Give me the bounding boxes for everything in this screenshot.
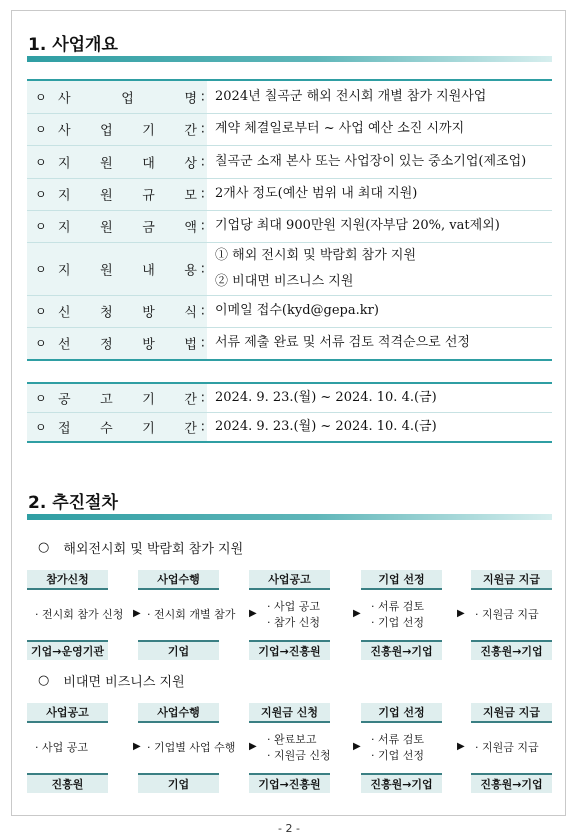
flow-actor-box: 기업	[138, 640, 219, 660]
info-row	[27, 412, 552, 442]
arrow-right-icon: ▶	[133, 741, 141, 752]
info-label-text	[58, 217, 197, 236]
flow-actor-row	[27, 640, 552, 660]
flow-stage-box: 참가신청	[27, 570, 108, 590]
info-label	[27, 80, 207, 113]
flow-step-line: · 사업 공고	[267, 600, 320, 613]
section-2-title: 2. 추진절차	[28, 493, 118, 513]
overview-table	[27, 79, 552, 361]
info-value	[207, 145, 552, 178]
info-label-char: 지	[58, 220, 71, 236]
bullet-icon: ㅇ	[35, 122, 47, 137]
info-value	[207, 327, 552, 360]
flow-heading	[38, 538, 243, 557]
info-value	[207, 412, 552, 442]
info-label-char: 기	[142, 421, 155, 437]
info-label-char: 공	[58, 392, 71, 408]
flow-actor-row	[27, 773, 552, 793]
label-colon: :	[200, 390, 205, 406]
info-label-char: 선	[58, 337, 71, 353]
bullet-icon: ㅇ	[35, 262, 47, 276]
info-label	[27, 210, 207, 242]
flow-stage-row	[27, 570, 552, 590]
info-row	[27, 242, 552, 295]
info-value	[207, 210, 552, 242]
info-label-char: 사	[58, 123, 71, 139]
info-label-char: 사	[58, 91, 71, 107]
arrow-right-icon: ▶	[353, 608, 361, 619]
info-value-line: ② 비대면 비즈니스 지원	[215, 273, 354, 289]
info-label-text	[58, 87, 197, 106]
bullet-icon: ㅇ	[35, 187, 47, 202]
info-label-char: 모	[184, 188, 197, 204]
info-label-char: 법	[184, 337, 197, 353]
info-label-char: 지	[58, 156, 71, 171]
info-value	[207, 178, 552, 210]
info-label-text	[58, 185, 197, 204]
info-row	[27, 210, 552, 242]
info-label	[27, 178, 207, 210]
flow-step-line: · 기업 선정	[371, 616, 424, 629]
arrow-right-icon: ▶	[457, 608, 465, 619]
label-colon: :	[200, 186, 205, 202]
info-label	[27, 412, 207, 442]
flow-step	[475, 594, 578, 636]
flow-step-line: · 서류 검토	[371, 600, 424, 613]
flow-stage-box: 지원금 지급	[471, 703, 552, 723]
info-row	[27, 178, 552, 210]
flow-step	[147, 727, 257, 769]
info-row	[27, 80, 552, 113]
flow-stage-box: 지원금 지급	[471, 570, 552, 590]
period-table	[27, 382, 552, 443]
bullet-icon: ㅇ	[35, 304, 47, 319]
flow-actor-box: 기업→운영기관	[27, 640, 108, 660]
arrow-right-icon: ▶	[457, 741, 465, 752]
label-colon: :	[200, 335, 205, 351]
info-label-char: 업	[100, 123, 113, 139]
flow-heading-text: 비대면 비즈니스 지원	[63, 675, 185, 690]
flow-step	[475, 727, 578, 769]
info-label-char: 수	[100, 421, 113, 437]
info-label-char: 금	[142, 220, 155, 236]
info-label-char: 지	[58, 263, 71, 278]
info-value	[207, 242, 552, 295]
info-value	[207, 113, 552, 145]
flow-step-line: · 참가 신청	[267, 616, 320, 629]
info-label-char: 원	[100, 156, 113, 171]
flow-actor-box: 기업	[138, 773, 219, 793]
info-value	[207, 80, 552, 113]
flow-stage-box: 사업수행	[138, 570, 219, 590]
info-value-line: 이메일 접수(kyd@gepa.kr)	[215, 303, 379, 318]
label-colon: :	[200, 419, 205, 435]
info-label-char: 고	[100, 392, 113, 408]
info-value	[207, 295, 552, 327]
info-value-line: 2개사 정도(예산 범위 내 최대 지원)	[215, 186, 418, 201]
label-colon: :	[200, 303, 205, 319]
flow-step	[35, 594, 145, 636]
info-label-char: 청	[100, 305, 113, 321]
info-label-char: 원	[100, 220, 113, 236]
info-label-char: 간	[184, 123, 197, 139]
flow-stage-box: 지원금 신청	[249, 703, 330, 723]
info-label-text	[58, 302, 197, 321]
arrow-right-icon: ▶	[249, 741, 257, 752]
bullet-icon: ㅇ	[35, 155, 47, 169]
flow-stage-box: 사업수행	[138, 703, 219, 723]
info-value-line: 칠곡군 소재 본사 또는 사업장이 있는 중소기업(제조업)	[215, 153, 527, 169]
info-label-char: 액	[184, 220, 197, 236]
info-value-line: ① 해외 전시회 및 박람회 참가 지원	[215, 247, 417, 263]
info-label-char: 지	[58, 188, 71, 204]
bullet-icon: ○	[38, 673, 50, 688]
flow-actor-box: 기업→진흥원	[249, 773, 330, 793]
info-label-char: 대	[142, 156, 155, 171]
info-value	[207, 383, 552, 412]
info-label-char: 업	[121, 91, 134, 107]
info-value-line: 계약 체결일로부터 ~ 사업 예산 소진 시까지	[215, 121, 465, 136]
info-row	[27, 327, 552, 360]
page-number: - 2 -	[278, 822, 300, 835]
bullet-icon: ㅇ	[35, 336, 47, 351]
label-colon: :	[200, 261, 205, 276]
info-label-char: 신	[58, 305, 71, 321]
flow-step-line: · 지원금 신청	[267, 749, 331, 762]
arrow-right-icon: ▶	[353, 741, 361, 752]
info-label-char: 간	[184, 392, 197, 408]
flow-step-line: · 완료보고	[267, 733, 317, 746]
info-label-char: 기	[142, 392, 155, 408]
info-value-line: 서류 제출 완료 및 서류 검토 적격순으로 선정	[215, 335, 470, 351]
flow-step-line: · 사업 공고	[35, 741, 88, 754]
info-label	[27, 145, 207, 178]
info-label	[27, 295, 207, 327]
info-row	[27, 383, 552, 412]
flow-actor-box: 진흥원→기업	[471, 640, 552, 660]
flow-actor-box: 진흥원→기업	[471, 773, 552, 793]
label-colon: :	[200, 89, 205, 105]
info-value-line: 기업당 최대 900만원 지원(자부담 20%, vat제외)	[215, 218, 500, 233]
info-label-text	[58, 334, 197, 353]
bullet-icon: ㅇ	[35, 90, 47, 105]
info-label-char: 정	[100, 337, 113, 353]
info-row	[27, 113, 552, 145]
info-label-text	[58, 388, 197, 407]
flow-step-line: · 전시회 개별 참가	[147, 608, 236, 621]
info-label-char: 식	[184, 305, 197, 321]
info-label-char: 명	[184, 91, 197, 107]
info-value-line: 2024. 9. 23.(월) ~ 2024. 10. 4.(금)	[215, 389, 437, 405]
bullet-icon: ㅇ	[35, 219, 47, 234]
label-colon: :	[200, 121, 205, 137]
flow-step-line: · 서류 검토	[371, 733, 424, 746]
arrow-right-icon: ▶	[249, 608, 257, 619]
info-label-char: 방	[142, 305, 155, 321]
info-label	[27, 327, 207, 360]
flow-actor-box: 진흥원	[27, 773, 108, 793]
flow-stage-box: 기업 선정	[361, 703, 442, 723]
info-label-text	[58, 120, 197, 139]
flow-heading-text: 해외전시회 및 박람회 참가 지원	[63, 542, 244, 557]
info-label	[27, 242, 207, 295]
flow-step-line: · 지원금 지급	[475, 741, 539, 754]
info-value-line: 2024년 칠곡군 해외 전시회 개별 참가 지원사업	[215, 88, 487, 104]
info-label-char: 방	[142, 337, 155, 353]
flow-stage-box: 기업 선정	[361, 570, 442, 590]
info-row	[27, 295, 552, 327]
flow-step	[35, 727, 145, 769]
flow-actor-box: 진흥원→기업	[361, 773, 442, 793]
info-label-text	[58, 417, 197, 436]
flow-actor-box: 기업→진흥원	[249, 640, 330, 660]
flow-stage-box: 사업공고	[249, 570, 330, 590]
section-2-title-bar	[27, 514, 552, 520]
label-colon: :	[200, 218, 205, 234]
info-label-char: 원	[100, 263, 113, 278]
info-label-text	[58, 259, 197, 278]
bullet-icon: ㅇ	[35, 420, 47, 435]
info-label-char: 내	[142, 263, 155, 278]
info-label-char: 상	[184, 156, 197, 171]
flow-step-line: · 기업별 사업 수행	[147, 741, 236, 754]
bullet-icon: ○	[38, 540, 50, 555]
flow-stage-row	[27, 703, 552, 723]
flow-stage-box: 사업공고	[27, 703, 108, 723]
info-label-char: 규	[142, 188, 155, 204]
info-row	[27, 145, 552, 178]
info-label-char: 접	[58, 421, 71, 437]
info-label-char: 원	[100, 188, 113, 204]
flow-step	[147, 594, 257, 636]
info-label-text	[58, 152, 197, 171]
flow-step-line: · 전시회 참가 신청	[35, 608, 124, 621]
label-colon: :	[200, 154, 205, 169]
info-label-char: 간	[184, 421, 197, 437]
info-label	[27, 383, 207, 412]
info-label	[27, 113, 207, 145]
info-value-line: 2024. 9. 23.(월) ~ 2024. 10. 4.(금)	[215, 418, 437, 434]
bullet-icon: ㅇ	[35, 391, 47, 406]
section-1-title-bar	[27, 56, 552, 62]
flow-step-line: · 기업 선정	[371, 749, 424, 762]
info-label-char: 용	[184, 263, 197, 278]
flow-step-line: · 지원금 지급	[475, 608, 539, 621]
section-1-title: 1. 사업개요	[28, 35, 118, 55]
arrow-right-icon: ▶	[133, 608, 141, 619]
info-label-char: 기	[142, 123, 155, 139]
flow-actor-box: 진흥원→기업	[361, 640, 442, 660]
flow-heading	[38, 671, 185, 690]
